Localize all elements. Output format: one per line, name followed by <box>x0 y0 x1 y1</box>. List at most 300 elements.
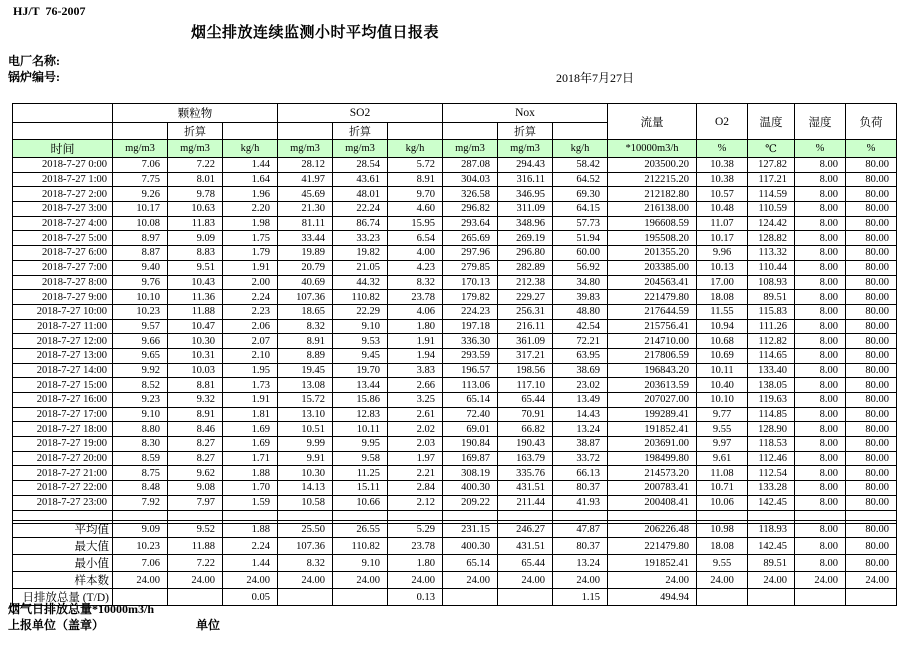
value-cell: 1.70 <box>223 481 278 496</box>
value-cell: 1.59 <box>223 495 278 510</box>
value-cell: 28.54 <box>333 158 388 173</box>
boiler-no-label: 锅炉编号: <box>8 70 60 84</box>
value-cell: 211.44 <box>498 495 553 510</box>
value-cell: 170.13 <box>443 275 498 290</box>
value-cell: 19.89 <box>278 246 333 261</box>
value-cell: 89.51 <box>748 555 795 572</box>
value-cell: 431.51 <box>498 538 553 555</box>
value-cell: 201355.20 <box>608 246 697 261</box>
value-cell: 19.45 <box>278 363 333 378</box>
unit-cell: mg/m3 <box>278 140 333 158</box>
time-cell: 2018-7-27 7:00 <box>13 260 113 275</box>
value-cell: 197.18 <box>443 319 498 334</box>
header-converted-pm: 折算 <box>168 123 223 140</box>
value-cell: 3.83 <box>388 363 443 378</box>
value-cell: 346.95 <box>498 187 553 202</box>
value-cell: 10.13 <box>697 260 748 275</box>
table-row <box>13 231 897 246</box>
value-cell: 21.05 <box>333 260 388 275</box>
value-cell: 163.79 <box>498 451 553 466</box>
value-cell: 348.96 <box>498 216 553 231</box>
value-cell: 58.42 <box>553 158 608 173</box>
time-cell: 2018-7-27 3:00 <box>13 202 113 217</box>
value-cell: 9.45 <box>333 348 388 363</box>
unit-header-row <box>13 140 897 158</box>
value-cell: 8.27 <box>168 451 223 466</box>
value-cell <box>795 589 846 606</box>
value-cell: 4.60 <box>388 202 443 217</box>
header-blank-cell <box>13 123 113 140</box>
value-cell: 40.69 <box>278 275 333 290</box>
value-cell: 196.57 <box>443 363 498 378</box>
value-cell: 212182.80 <box>608 187 697 202</box>
value-cell: 8.32 <box>388 275 443 290</box>
value-cell: 2.07 <box>223 334 278 349</box>
value-cell: 10.66 <box>333 495 388 510</box>
unit-cell: % <box>697 140 748 158</box>
value-cell: 2.61 <box>388 407 443 422</box>
value-cell: 200408.41 <box>608 495 697 510</box>
value-cell: 8.00 <box>795 378 846 393</box>
value-cell: 206226.48 <box>608 521 697 538</box>
value-cell: 80.00 <box>846 348 897 363</box>
table-row <box>13 246 897 261</box>
value-cell: 8.00 <box>795 187 846 202</box>
value-cell: 107.36 <box>278 290 333 305</box>
value-cell: 11.83 <box>168 216 223 231</box>
value-cell: 494.94 <box>608 589 697 606</box>
value-cell: 9.10 <box>333 555 388 572</box>
value-cell: 69.30 <box>553 187 608 202</box>
value-cell: 9.23 <box>113 393 168 408</box>
unit-cell: mg/m3 <box>113 140 168 158</box>
value-cell: 1.88 <box>223 466 278 481</box>
value-cell: 9.55 <box>697 555 748 572</box>
value-cell: 80.37 <box>553 538 608 555</box>
value-cell: 217806.59 <box>608 348 697 363</box>
value-cell: 196843.20 <box>608 363 697 378</box>
value-cell: 33.44 <box>278 231 333 246</box>
value-cell: 9.51 <box>168 260 223 275</box>
header-load: 负荷 <box>846 104 897 140</box>
value-cell: 8.97 <box>113 231 168 246</box>
value-cell <box>278 589 333 606</box>
value-cell <box>168 589 223 606</box>
value-cell: 38.87 <box>553 437 608 452</box>
value-cell: 11.36 <box>168 290 223 305</box>
value-cell: 8.00 <box>795 275 846 290</box>
value-cell: 107.36 <box>278 538 333 555</box>
value-cell: 12.83 <box>333 407 388 422</box>
value-cell: 8.32 <box>278 319 333 334</box>
value-cell: 80.00 <box>846 319 897 334</box>
value-cell: 10.68 <box>697 334 748 349</box>
unit-cell: kg/h <box>388 140 443 158</box>
value-cell: 336.30 <box>443 334 498 349</box>
header-humidity: 湿度 <box>795 104 846 140</box>
value-cell: 80.00 <box>846 521 897 538</box>
value-cell: 9.92 <box>113 363 168 378</box>
value-cell: 7.22 <box>168 158 223 173</box>
header-flow: 流量 <box>608 104 697 140</box>
header-group-row <box>13 104 897 123</box>
value-cell: 13.08 <box>278 378 333 393</box>
value-cell: 2.24 <box>223 290 278 305</box>
time-cell: 2018-7-27 2:00 <box>13 187 113 202</box>
value-cell: 209.22 <box>443 495 498 510</box>
value-cell: 7.92 <box>113 495 168 510</box>
value-cell: 11.08 <box>697 466 748 481</box>
table-row <box>13 172 897 187</box>
value-cell: 214710.00 <box>608 334 697 349</box>
value-cell: 42.54 <box>553 319 608 334</box>
value-cell: 10.57 <box>697 187 748 202</box>
value-cell: 335.76 <box>498 466 553 481</box>
table-row <box>13 451 897 466</box>
value-cell: 8.00 <box>795 231 846 246</box>
value-cell: 10.43 <box>168 275 223 290</box>
value-cell: 9.70 <box>388 187 443 202</box>
value-cell: 2.84 <box>388 481 443 496</box>
value-cell: 10.06 <box>697 495 748 510</box>
value-cell: 24.00 <box>553 572 608 589</box>
value-cell: 23.78 <box>388 290 443 305</box>
value-cell: 24.00 <box>278 572 333 589</box>
unit-cell: % <box>846 140 897 158</box>
value-cell: 10.03 <box>168 363 223 378</box>
value-cell: 8.00 <box>795 348 846 363</box>
value-cell: 6.54 <box>388 231 443 246</box>
monitoring-table <box>12 103 897 524</box>
value-cell: 80.00 <box>846 437 897 452</box>
value-cell: 9.26 <box>113 187 168 202</box>
value-cell: 8.00 <box>795 393 846 408</box>
value-cell: 203613.59 <box>608 378 697 393</box>
value-cell: 2.20 <box>223 202 278 217</box>
value-cell: 296.80 <box>498 246 553 261</box>
value-cell: 2.03 <box>388 437 443 452</box>
value-cell: 124.42 <box>748 216 795 231</box>
table-row <box>13 393 897 408</box>
time-cell: 2018-7-27 12:00 <box>13 334 113 349</box>
value-cell: 80.00 <box>846 495 897 510</box>
value-cell: 1.69 <box>223 422 278 437</box>
value-cell: 216138.00 <box>608 202 697 217</box>
time-cell: 2018-7-27 17:00 <box>13 407 113 422</box>
value-cell: 2.02 <box>388 422 443 437</box>
value-cell: 111.26 <box>748 319 795 334</box>
value-cell: 179.82 <box>443 290 498 305</box>
value-cell <box>697 589 748 606</box>
value-cell: 8.00 <box>795 422 846 437</box>
value-cell: 10.94 <box>697 319 748 334</box>
unit-cell: ℃ <box>748 140 795 158</box>
value-cell: 24.00 <box>498 572 553 589</box>
value-cell: 10.51 <box>278 422 333 437</box>
value-cell: 72.21 <box>553 334 608 349</box>
header-blank-cell <box>553 123 608 140</box>
value-cell: 127.82 <box>748 158 795 173</box>
value-cell: 296.82 <box>443 202 498 217</box>
value-cell: 8.75 <box>113 466 168 481</box>
value-cell: 2.12 <box>388 495 443 510</box>
value-cell: 9.58 <box>333 451 388 466</box>
value-cell: 8.01 <box>168 172 223 187</box>
table-row <box>13 275 897 290</box>
header-blank-cell <box>13 104 113 123</box>
value-cell: 8.00 <box>795 437 846 452</box>
value-cell <box>333 589 388 606</box>
value-cell: 1.44 <box>223 158 278 173</box>
value-cell: 9.78 <box>168 187 223 202</box>
value-cell: 113.06 <box>443 378 498 393</box>
value-cell: 8.27 <box>168 437 223 452</box>
time-cell: 2018-7-27 5:00 <box>13 231 113 246</box>
value-cell: 198.56 <box>498 363 553 378</box>
value-cell: 119.63 <box>748 393 795 408</box>
summary-label: 日排放总量 (T/D) <box>13 589 113 606</box>
value-cell: 13.44 <box>333 378 388 393</box>
value-cell: 1.80 <box>388 319 443 334</box>
value-cell: 80.00 <box>846 538 897 555</box>
time-cell: 2018-7-27 19:00 <box>13 437 113 452</box>
table-row <box>13 216 897 231</box>
header-time: 时间 <box>13 140 113 158</box>
value-cell: 9.09 <box>168 231 223 246</box>
value-cell: 65.14 <box>443 393 498 408</box>
value-cell: 191852.41 <box>608 422 697 437</box>
value-cell: 8.91 <box>168 407 223 422</box>
value-cell: 24.00 <box>697 572 748 589</box>
value-cell: 203500.20 <box>608 158 697 173</box>
value-cell: 431.51 <box>498 481 553 496</box>
summary-row <box>13 555 897 572</box>
value-cell: 114.85 <box>748 407 795 422</box>
time-cell: 2018-7-27 1:00 <box>13 172 113 187</box>
value-cell <box>498 589 553 606</box>
value-cell: 10.23 <box>113 304 168 319</box>
value-cell: 47.87 <box>553 521 608 538</box>
time-cell: 2018-7-27 0:00 <box>13 158 113 173</box>
value-cell: 44.32 <box>333 275 388 290</box>
plant-name-label: 电厂名称: <box>8 54 60 68</box>
table-row <box>13 202 897 217</box>
value-cell: 1.91 <box>388 334 443 349</box>
value-cell: 212.38 <box>498 275 553 290</box>
group-header-pm: 颗粒物 <box>113 104 278 123</box>
value-cell: 196608.59 <box>608 216 697 231</box>
time-cell: 2018-7-27 21:00 <box>13 466 113 481</box>
value-cell: 15.86 <box>333 393 388 408</box>
value-cell: 22.24 <box>333 202 388 217</box>
table-row <box>13 437 897 452</box>
value-cell: 8.81 <box>168 378 223 393</box>
value-cell: 1.75 <box>223 231 278 246</box>
value-cell: 24.00 <box>113 572 168 589</box>
value-cell: 293.59 <box>443 348 498 363</box>
table-row <box>13 348 897 363</box>
summary-row <box>13 521 897 538</box>
value-cell: 8.00 <box>795 363 846 378</box>
value-cell: 256.31 <box>498 304 553 319</box>
summary-label: 样本数 <box>13 572 113 589</box>
value-cell: 8.00 <box>795 407 846 422</box>
value-cell: 57.73 <box>553 216 608 231</box>
value-cell: 1.79 <box>223 246 278 261</box>
value-cell: 311.09 <box>498 202 553 217</box>
time-cell: 2018-7-27 15:00 <box>13 378 113 393</box>
value-cell: 204563.41 <box>608 275 697 290</box>
value-cell: 66.82 <box>498 422 553 437</box>
value-cell: 8.00 <box>795 495 846 510</box>
unit-label: 单位 <box>196 618 221 632</box>
time-cell: 2018-7-27 22:00 <box>13 481 113 496</box>
value-cell: 5.72 <box>388 158 443 173</box>
group-header-nox: Nox <box>443 104 608 123</box>
value-cell: 217644.59 <box>608 304 697 319</box>
value-cell: 23.02 <box>553 378 608 393</box>
value-cell: 115.83 <box>748 304 795 319</box>
value-cell: 195508.20 <box>608 231 697 246</box>
table-row <box>13 378 897 393</box>
value-cell: 9.62 <box>168 466 223 481</box>
value-cell: 8.89 <box>278 348 333 363</box>
table-row <box>13 407 897 422</box>
value-cell: 7.06 <box>113 555 168 572</box>
value-cell: 190.43 <box>498 437 553 452</box>
report-date: 2018年7月27日 <box>556 71 635 85</box>
value-cell: 21.30 <box>278 202 333 217</box>
unit-cell: kg/h <box>223 140 278 158</box>
value-cell: 13.24 <box>553 555 608 572</box>
value-cell: 0.13 <box>388 589 443 606</box>
value-cell: 13.10 <box>278 407 333 422</box>
value-cell: 11.88 <box>168 304 223 319</box>
value-cell: 1.88 <box>223 521 278 538</box>
value-cell: 191852.41 <box>608 555 697 572</box>
value-cell: 1.94 <box>388 348 443 363</box>
value-cell: 128.82 <box>748 231 795 246</box>
value-cell: 11.55 <box>697 304 748 319</box>
value-cell: 200783.41 <box>608 481 697 496</box>
value-cell: 80.00 <box>846 378 897 393</box>
value-cell: 9.53 <box>333 334 388 349</box>
value-cell: 112.46 <box>748 451 795 466</box>
value-cell: 282.89 <box>498 260 553 275</box>
value-cell: 80.00 <box>846 172 897 187</box>
value-cell: 13.24 <box>553 422 608 437</box>
value-cell: 265.69 <box>443 231 498 246</box>
value-cell: 10.31 <box>168 348 223 363</box>
value-cell: 45.69 <box>278 187 333 202</box>
value-cell: 28.12 <box>278 158 333 173</box>
value-cell: 10.38 <box>697 158 748 173</box>
value-cell: 4.23 <box>388 260 443 275</box>
value-cell: 229.27 <box>498 290 553 305</box>
value-cell: 80.00 <box>846 466 897 481</box>
value-cell: 9.61 <box>697 451 748 466</box>
value-cell: 8.32 <box>278 555 333 572</box>
value-cell: 3.25 <box>388 393 443 408</box>
value-cell: 9.77 <box>697 407 748 422</box>
table-row <box>13 290 897 305</box>
value-cell: 15.72 <box>278 393 333 408</box>
value-cell: 10.30 <box>278 466 333 481</box>
value-cell: 0.05 <box>223 589 278 606</box>
unit-cell: mg/m3 <box>443 140 498 158</box>
value-cell: 279.85 <box>443 260 498 275</box>
value-cell: 24.00 <box>795 572 846 589</box>
unit-cell: mg/m3 <box>168 140 223 158</box>
value-cell: 10.11 <box>697 363 748 378</box>
value-cell: 8.91 <box>278 334 333 349</box>
time-cell: 2018-7-27 18:00 <box>13 422 113 437</box>
value-cell: 1.80 <box>388 555 443 572</box>
value-cell: 8.00 <box>795 246 846 261</box>
value-cell: 1.69 <box>223 437 278 452</box>
report-unit-label: 上报单位（盖章） <box>8 618 105 632</box>
value-cell: 8.59 <box>113 451 168 466</box>
value-cell: 199289.41 <box>608 407 697 422</box>
value-cell: 400.30 <box>443 481 498 496</box>
value-cell: 8.00 <box>795 202 846 217</box>
value-cell: 212215.20 <box>608 172 697 187</box>
table-row <box>13 422 897 437</box>
value-cell: 4.06 <box>388 304 443 319</box>
header-blank-cell <box>223 123 278 140</box>
value-cell: 24.00 <box>846 572 897 589</box>
value-cell: 48.01 <box>333 187 388 202</box>
value-cell: 11.07 <box>697 216 748 231</box>
value-cell: 33.72 <box>553 451 608 466</box>
value-cell: 14.43 <box>553 407 608 422</box>
value-cell: 110.82 <box>333 290 388 305</box>
value-cell: 1.15 <box>553 589 608 606</box>
value-cell: 65.44 <box>498 555 553 572</box>
value-cell: 80.00 <box>846 216 897 231</box>
value-cell: 8.91 <box>388 172 443 187</box>
value-cell: 9.09 <box>113 521 168 538</box>
value-cell: 8.30 <box>113 437 168 452</box>
value-cell: 19.82 <box>333 246 388 261</box>
value-cell: 7.22 <box>168 555 223 572</box>
value-cell: 4.00 <box>388 246 443 261</box>
table-row <box>13 260 897 275</box>
value-cell: 142.45 <box>748 538 795 555</box>
value-cell: 118.53 <box>748 437 795 452</box>
value-cell: 39.83 <box>553 290 608 305</box>
value-cell: 8.00 <box>795 319 846 334</box>
value-cell: 287.08 <box>443 158 498 173</box>
table-row <box>13 481 897 496</box>
value-cell: 316.11 <box>498 172 553 187</box>
time-cell: 2018-7-27 6:00 <box>13 246 113 261</box>
value-cell: 117.21 <box>748 172 795 187</box>
value-cell: 8.46 <box>168 422 223 437</box>
value-cell: 10.58 <box>278 495 333 510</box>
value-cell: 215756.41 <box>608 319 697 334</box>
value-cell: 8.00 <box>795 158 846 173</box>
value-cell: 2.06 <box>223 319 278 334</box>
table-row <box>13 158 897 173</box>
page-title: 烟尘排放连续监测小时平均值日报表 <box>190 25 439 41</box>
value-cell: 110.82 <box>333 538 388 555</box>
value-cell: 8.87 <box>113 246 168 261</box>
value-cell: 1.73 <box>223 378 278 393</box>
value-cell: 72.40 <box>443 407 498 422</box>
unit-cell: mg/m3 <box>498 140 553 158</box>
value-cell: 1.91 <box>223 393 278 408</box>
